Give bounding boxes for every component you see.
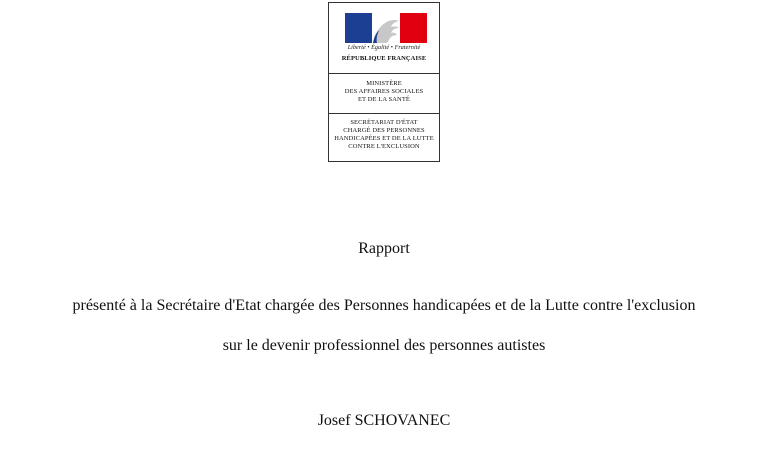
republic-motto: Liberté • Égalité • Fraternité [347, 45, 421, 51]
republic-name: RÉPUBLIQUE FRANÇAISE [341, 55, 427, 62]
ministry-line: ET DE LA SANTÉ [357, 96, 410, 103]
ministry-line: DES AFFAIRES SOCIALES [344, 88, 424, 95]
report-subject: sur le devenir professionnel des personnes autistes [222, 337, 546, 354]
marianne-flag-icon [345, 13, 427, 43]
secretariat-line: HANDICAPÉES ET DE LA LUTTE [334, 135, 434, 142]
report-presented-to: présenté à la Secrétaire d'Etat chargée des Personnes handicapées et de la Lutte contre l'exclusion [72, 297, 696, 314]
report-heading: Rapport [358, 240, 410, 257]
secretariat-line: CONTRE L'EXCLUSION [348, 143, 420, 150]
report-author: Josef SCHOVANEC [317, 412, 451, 429]
ministry-section [329, 74, 439, 114]
ministry-line: MINISTÈRE [366, 80, 402, 87]
marianne-logo-section [329, 3, 439, 74]
government-emblem-block [328, 2, 440, 162]
secretariat-line: CHARGÉ DES PERSONNES [343, 127, 425, 134]
secretariat-line: SECRÉTARIAT D'ÉTAT [350, 119, 418, 126]
secretariat-section [329, 114, 439, 161]
